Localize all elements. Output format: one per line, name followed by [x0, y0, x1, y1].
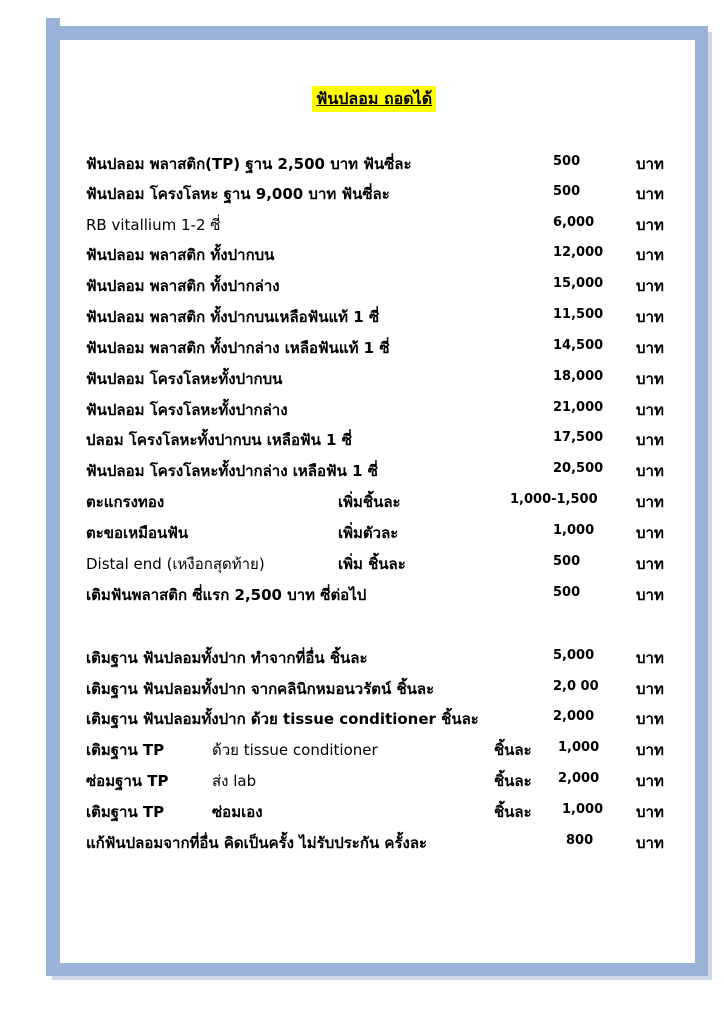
item-price: 500 [553, 154, 581, 169]
item-unit: บาท [636, 680, 664, 698]
item-price: 11,500 [553, 307, 604, 322]
item-unit: บาท [636, 431, 664, 449]
item-price: 800 [566, 833, 594, 848]
price-row [86, 515, 686, 545]
price-row [86, 825, 686, 855]
price-row [86, 732, 686, 762]
item-unit: บาท [636, 216, 664, 234]
item-price: 2,000 [553, 709, 595, 724]
item-modifier: เพิ่มชิ้นละ [338, 493, 401, 511]
item-description: ฟันปลอม พลาสติก ทั้งปากล่าง [86, 277, 280, 295]
item-modifier: ชิ้นละ [494, 803, 532, 821]
item-description: ตะแกรงทอง [86, 493, 165, 511]
item-unit: บาท [636, 524, 664, 542]
item-unit: บาท [636, 339, 664, 357]
price-row [86, 453, 686, 483]
page-border-left [46, 18, 60, 976]
item-price: 2,000 [558, 771, 600, 786]
item-unit: บาท [636, 246, 664, 264]
item-modifier: เพิ่ม ชิ้นละ [338, 555, 406, 573]
item-description: Distal end (เหงือกสุดท้าย) [86, 555, 265, 573]
item-unit: บาท [636, 308, 664, 326]
price-row [86, 794, 686, 824]
price-row [86, 146, 686, 176]
price-row [86, 237, 686, 267]
item-unit: บาท [636, 155, 664, 173]
item-price: 1,000-1,500 [510, 492, 598, 507]
item-description: เติมฟันพลาสติก ซี่แรก 2,500 บาท ซี่ต่อไป [86, 586, 367, 604]
price-row [86, 671, 686, 701]
item-unit: บาท [636, 586, 664, 604]
item-price: 14,500 [553, 338, 604, 353]
item-price: 18,000 [553, 369, 604, 384]
item-description: ฟันปลอม พลาสติก(TP) ฐาน 2,500 บาท ฟันซี่ละ [86, 155, 412, 173]
item-price: 500 [553, 554, 581, 569]
item-description: ตะขอเหมือนฟัน [86, 524, 189, 542]
page-border-bottom [46, 963, 708, 976]
item-description: ปลอม โครงโลหะทั้งปากบน เหลือฟัน 1 ซี่ [86, 431, 352, 449]
page-border-shadow [708, 32, 712, 978]
item-unit: บาท [636, 462, 664, 480]
item-description: ฟันปลอม พลาสติก ทั้งปากบน [86, 246, 275, 264]
price-row [86, 422, 686, 452]
price-row [86, 207, 686, 237]
item-description: เติมฐาน ฟันปลอมทั้งปาก ทำจากที่อื่น ชิ้นละ [86, 649, 368, 667]
price-row [86, 484, 686, 514]
item-unit: บาท [636, 401, 664, 419]
item-price: 5,000 [553, 648, 595, 663]
item-description: ฟันปลอม โครงโลหะทั้งปากล่าง [86, 401, 288, 419]
item-unit: บาท [636, 555, 664, 573]
item-price: 12,000 [553, 245, 604, 260]
item-modifier: ส่ง lab [212, 772, 257, 790]
item-unit: บาท [636, 772, 664, 790]
price-row [86, 577, 686, 607]
item-description: ฟันปลอม พลาสติก ทั้งปากบนเหลือฟันแท้ 1 ซี่ [86, 308, 380, 326]
item-unit: บาท [636, 741, 664, 759]
item-modifier: ชิ้นละ [494, 772, 532, 790]
item-description: แก้ฟันปลอมจากที่อื่น คิดเป็นครั้ง ไม่รับประกัน ครั้งละ [86, 834, 428, 852]
item-description: ฟันปลอม โครงโลหะ ฐาน 9,000 บาท ฟันซี่ละ [86, 185, 390, 203]
price-row [86, 640, 686, 670]
item-modifier: ชิ้นละ [494, 741, 532, 759]
item-unit: บาท [636, 185, 664, 203]
page-border-shadow [52, 976, 712, 980]
item-price: 21,000 [553, 400, 604, 415]
item-price: 15,000 [553, 276, 604, 291]
page-border-right [695, 26, 708, 976]
price-row [86, 268, 686, 298]
item-price: 1,000 [558, 740, 600, 755]
item-price: 2,0 00 [553, 679, 599, 694]
item-price: 20,500 [553, 461, 604, 476]
item-unit: บาท [636, 710, 664, 728]
price-row [86, 176, 686, 206]
price-row [86, 299, 686, 329]
item-unit: บาท [636, 834, 664, 852]
price-row [86, 330, 686, 360]
item-unit: บาท [636, 277, 664, 295]
item-price: 1,000 [562, 802, 604, 817]
page-title: ฟันปลอม ถอดได้ [312, 86, 436, 112]
item-description: ฟันปลอม พลาสติก ทั้งปากล่าง เหลือฟันแท้ 1 ซี่ [86, 339, 390, 357]
item-description: RB vitallium 1-2 ซี่ [86, 216, 221, 234]
item-price: 6,000 [553, 215, 595, 230]
item-modifier: ซ่อมเอง [212, 803, 263, 821]
price-row [86, 701, 686, 731]
item-unit: บาท [636, 370, 664, 388]
item-modifier: เพิ่มตัวละ [338, 524, 399, 542]
item-description: เติมฐาน TP [86, 803, 165, 821]
item-price: 500 [553, 585, 581, 600]
item-unit: บาท [636, 649, 664, 667]
item-description: เติมฐาน ฟันปลอมทั้งปาก จากคลินิกหมอนวรัตน์ ชิ้นละ [86, 680, 435, 698]
page-border-top [46, 26, 708, 40]
item-unit: บาท [636, 803, 664, 821]
item-price: 17,500 [553, 430, 604, 445]
price-row [86, 546, 686, 576]
price-row [86, 392, 686, 422]
item-description: ซ่อมฐาน TP [86, 772, 169, 790]
price-row [86, 763, 686, 793]
item-price: 500 [553, 184, 581, 199]
item-description: เติมฐาน ฟันปลอมทั้งปาก ด้วย tissue conditioner ชิ้นละ [86, 710, 479, 728]
item-price: 1,000 [553, 523, 595, 538]
price-row [86, 361, 686, 391]
item-description: ฟันปลอม โครงโลหะทั้งปากล่าง เหลือฟัน 1 ซี่ [86, 462, 378, 480]
item-description: ฟันปลอม โครงโลหะทั้งปากบน [86, 370, 283, 388]
item-unit: บาท [636, 493, 664, 511]
item-modifier: ด้วย tissue conditioner [212, 741, 378, 759]
item-description: เติมฐาน TP [86, 741, 165, 759]
